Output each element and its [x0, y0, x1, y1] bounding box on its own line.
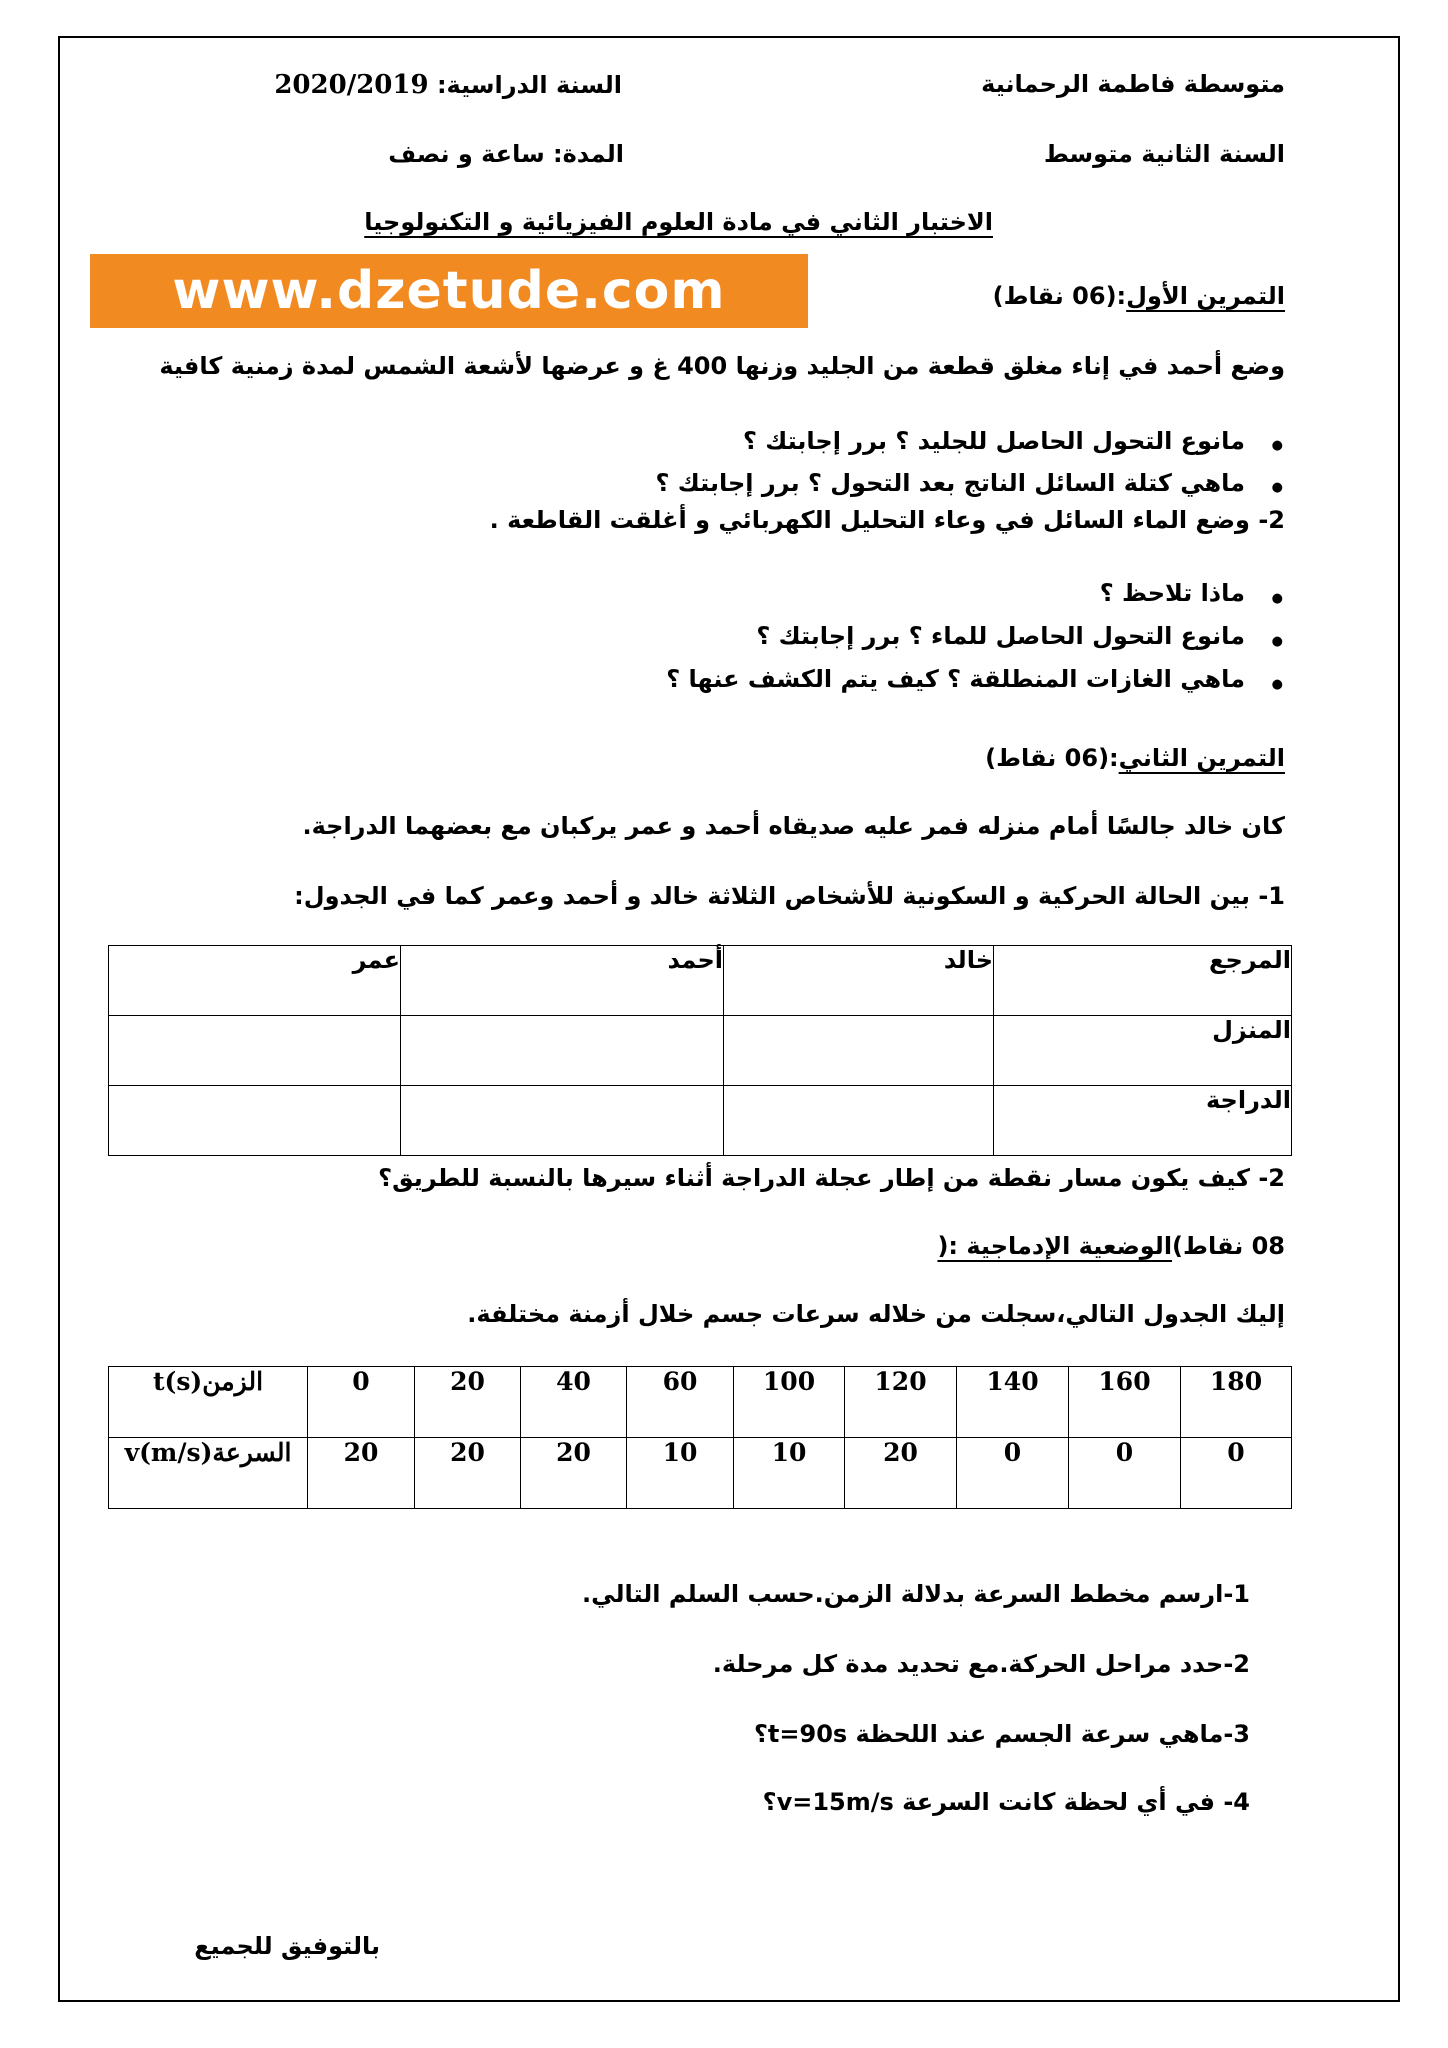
table-row	[109, 1086, 1292, 1156]
situation-q2: 2-حدد مراحل الحركة.مع تحديد مدة كل مرحلة.	[712, 1650, 1250, 1678]
list-item: ● ماهي كتلة السائل الناتج بعد التحول ؟ برر إجابتك ؟	[656, 462, 1285, 504]
table-cell: الدراجة	[994, 1086, 1292, 1156]
time-cell: 60	[627, 1367, 734, 1438]
time-cell: 120	[845, 1367, 957, 1438]
motion-state-table	[108, 945, 1292, 1156]
class-level: السنة الثانية متوسط	[1043, 140, 1285, 168]
speed-cell: 0	[1181, 1438, 1292, 1509]
time-cell: 180	[1181, 1367, 1292, 1438]
table-row	[109, 1016, 1292, 1086]
footer-wish: بالتوفيق للجميع	[194, 1932, 380, 1960]
exercise1-heading	[993, 282, 1285, 310]
speed-cell: 20	[845, 1438, 957, 1509]
exercise2-title: التمرين الثاني	[1118, 744, 1285, 772]
exercise2-q2: 2- كيف يكون مسار نقطة من إطار عجلة الدراجة أثناء سيرها بالنسبة للطريق؟	[378, 1164, 1285, 1192]
table-cell	[109, 1016, 401, 1086]
speed-cell: 20	[521, 1438, 627, 1509]
school-name: متوسطة فاطمة الرحمانية	[981, 70, 1285, 98]
table-cell	[724, 1086, 994, 1156]
list-item: ● ماذا تلاحظ ؟	[666, 572, 1285, 615]
school-year-value: 2020/2019	[274, 70, 429, 100]
table-cell	[109, 1086, 401, 1156]
situation-statement: إليك الجدول التالي،سجلت من خلاله سرعات جسم خلال أزمنة مختلفة.	[467, 1300, 1285, 1328]
list-item: ● مانوع التحول الحاصل للجليد ؟ برر إجابتك ؟	[656, 420, 1285, 462]
list-item: ● مانوع التحول الحاصل للماء ؟ برر إجابتك ؟	[666, 615, 1285, 658]
exercise1-questions-b	[666, 572, 1285, 701]
table-cell: أحمد	[401, 946, 724, 1016]
speed-cell: 10	[734, 1438, 845, 1509]
exercise2-heading	[985, 744, 1285, 772]
speed-row-label: v(m/s)السرعة	[109, 1438, 308, 1509]
table-cell	[401, 1086, 724, 1156]
school-year	[274, 70, 622, 100]
situation-q4: 4- في أي لحظة كانت السرعة v=15m/s؟	[762, 1788, 1250, 1816]
speed-cell: 10	[627, 1438, 734, 1509]
exercise1-questions-a	[656, 420, 1285, 504]
speed-cell: 0	[957, 1438, 1069, 1509]
watermark-banner: www.dzetude.com	[90, 254, 808, 328]
exercise1-title: التمرين الأول	[1126, 282, 1285, 310]
situation-q3: 3-ماهي سرعة الجسم عند اللحظة t=90s؟	[754, 1720, 1250, 1748]
time-cell: 100	[734, 1367, 845, 1438]
exercise2-statement: كان خالد جالسًا أمام منزله فمر عليه صديقاه أحمد و عمر يركبان مع بعضهما الدراجة.	[302, 812, 1285, 840]
time-cell: 0	[308, 1367, 415, 1438]
table-cell: المنزل	[994, 1016, 1292, 1086]
exercise1-item2: 2- وضع الماء السائل في وعاء التحليل الكهربائي و أغلقت القاطعة .	[489, 506, 1285, 534]
time-cell: 160	[1069, 1367, 1181, 1438]
time-cell: 140	[957, 1367, 1069, 1438]
table-row	[109, 1367, 1292, 1438]
time-cell: 40	[521, 1367, 627, 1438]
situation-points: 08 نقاط)	[1172, 1232, 1285, 1260]
time-row-label: t(s)الزمن	[109, 1367, 308, 1438]
table-cell	[724, 1016, 994, 1086]
exercise2-points: :(06 نقاط)	[985, 744, 1119, 772]
speed-cell: 20	[415, 1438, 521, 1509]
table-cell: المرجع	[994, 946, 1292, 1016]
speed-time-table	[108, 1366, 1292, 1509]
exercise1-points: :(06 نقاط)	[992, 282, 1127, 310]
exam-title: الاختبار الثاني في مادة العلوم الفيزيائية و التكنولوجيا	[364, 208, 993, 236]
table-cell: خالد	[724, 946, 994, 1016]
situation-q1: 1-ارسم مخطط السرعة بدلالة الزمن.حسب السلم التالي.	[582, 1580, 1250, 1608]
table-row	[109, 946, 1292, 1016]
situation-title: الوضعية الإدماجية :(	[937, 1232, 1173, 1260]
situation-heading	[937, 1232, 1285, 1260]
exam-duration: المدة: ساعة و نصف	[388, 140, 624, 168]
speed-cell: 20	[308, 1438, 415, 1509]
table-cell: عمر	[109, 946, 401, 1016]
table-row	[109, 1438, 1292, 1509]
exercise1-statement: وضع أحمد في إناء مغلق قطعة من الجليد وزنها 400 غ و عرضها لأشعة الشمس لمدة زمنية كافية	[159, 352, 1285, 380]
speed-cell: 0	[1069, 1438, 1181, 1509]
school-year-label: السنة الدراسية:	[436, 71, 622, 99]
list-item: ● ماهي الغازات المنطلقة ؟ كيف يتم الكشف عنها ؟	[666, 658, 1285, 701]
time-cell: 20	[415, 1367, 521, 1438]
table-cell	[401, 1016, 724, 1086]
exercise2-q1: 1- بين الحالة الحركية و السكونية للأشخاص الثلاثة خالد و أحمد وعمر كما في الجدول:	[294, 882, 1285, 910]
